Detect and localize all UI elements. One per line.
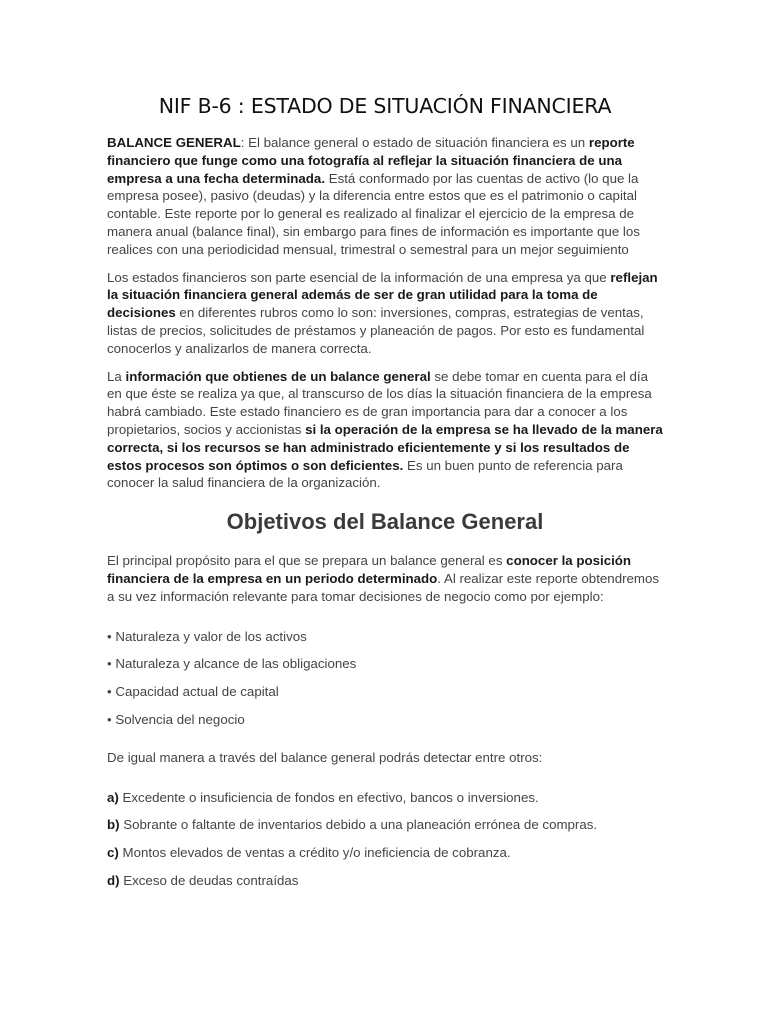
item-letter: c) [107, 845, 119, 861]
bold-span: información que obtienes de un balance general [125, 368, 431, 384]
bold-span: reporte financiero que funge como una fotografía al reflejar la situación financiera de una empresa a una fecha determinada. [107, 135, 635, 186]
text-span: Los estados financieros son parte esencial de la información de una empresa ya que [107, 269, 611, 285]
lettered-item [107, 872, 663, 890]
item-text: Exceso de deudas contraídas [119, 872, 299, 888]
lettered-item [107, 816, 663, 834]
bullet-item: • Naturaleza y alcance de las obligaciones [107, 656, 357, 672]
section-heading: Objetivos del Balance General [226, 509, 544, 535]
text-span: La [107, 368, 126, 384]
text-span: . Al realizar este reporte obtendremos a su vez información relevante para tomar decisiones de negocio como por ejemplo: [107, 570, 660, 604]
bullet-item: • Naturaleza y valor de los activos [107, 628, 307, 644]
lettered-item [107, 789, 663, 807]
item-text: Sobrante o faltante de inventarios debido a una planeación errónea de compras. [119, 817, 598, 833]
lettered-item [107, 844, 663, 862]
paragraph-balance-general [107, 134, 663, 259]
item-letter: a) [107, 789, 119, 805]
bold-span: BALANCE GENERAL [107, 135, 241, 150]
bullet-item: • Capacidad actual de capital [107, 684, 279, 700]
paragraph-proposito [107, 552, 663, 605]
bold-span: conocer la posición financiera de la empresa en un periodo determinado [107, 553, 632, 586]
paragraph-informacion [107, 368, 663, 493]
text-span: en diferentes rubros como lo son: inversiones, compras, estrategias de ventas, listas de precios, solicitudes de préstamos y planeación de pagos. Por esto es fundamental conocerlos y analizarlos de manera correcta. [107, 305, 645, 356]
text-span: El principal propósito para el que se prepara un balance general es [107, 553, 507, 569]
item-text: Montos elevados de ventas a crédito y/o ineficiencia de cobranza. [118, 845, 511, 861]
bold-span: si la operación de la empresa se ha llevado de la manera correcta, si los recursos se han administrado eficientemente y si los resultados de estos procesos son óptimos o son deficientes. [107, 421, 663, 473]
lettered-list [107, 789, 663, 890]
bullet-item: • Solvencia del negocio [107, 711, 245, 727]
page-title: NIF B-6 : ESTADO DE SITUACIÓN FINANCIERA [158, 94, 612, 118]
document-page [107, 92, 663, 900]
detect-intro: De igual manera a través del balance general podrás detectar entre otros: [107, 749, 543, 765]
text-span: : El balance general o estado de situación financiera es un [240, 135, 589, 150]
text-span: Es un buen punto de referencia para conocer la salud financiera de la organización. [107, 457, 623, 491]
bullet-list [107, 628, 663, 729]
bold-span: reflejan la situación financiera general además de ser de gran utilidad para la toma de decisiones [107, 269, 658, 321]
item-text: Excedente o insuficiencia de fondos en efectivo, bancos o inversiones. [118, 789, 539, 805]
paragraph-estados-financieros [107, 269, 663, 358]
text-span: se debe tomar en cuenta para el día en que éste se realiza ya que, al transcurso de los días la situación financiera de la empresa habrá cambiado. Este estado financiero es de gran importancia para dar a conocer a los propietarios, socios y accionistas [107, 368, 652, 437]
text-span: Está conformado por las cuentas de activo (lo que la empresa posee), pasivo (deudas) y la diferencia entre estos que es el patrimonio o capital contable. Este reporte por lo general es realizado al finalizar el ejercicio de la empresa de manera anual (balance final), sin embargo para fines de información es importante que los realices con una periodicidad mensual, trimestral o semestral para un mejor seguimiento [107, 170, 640, 257]
item-letter: d) [107, 872, 120, 888]
item-letter: b) [107, 817, 120, 833]
